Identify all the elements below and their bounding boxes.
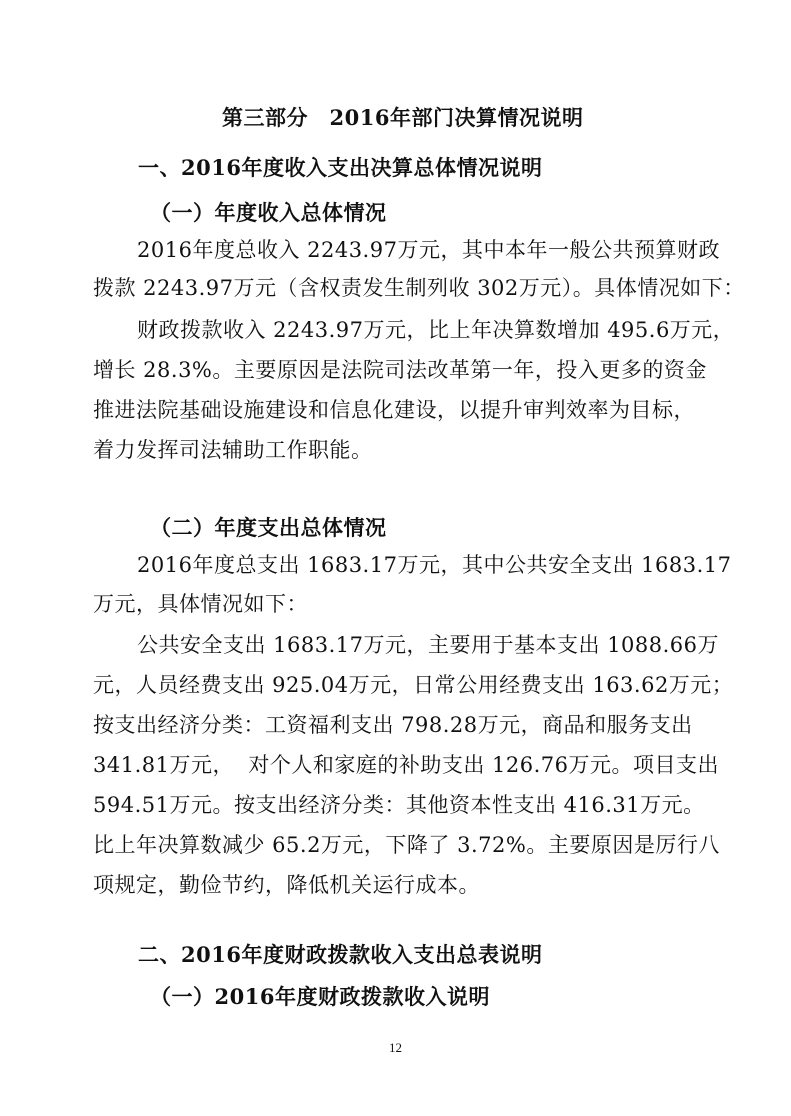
paragraph-line: 公共安全支出 1683.17万元，主要用于基本支出 1088.66万 — [137, 633, 720, 657]
paragraph-line: 比上年决算数减少 65.2万元，下降了 3.72%。主要原因是厉行八 — [93, 833, 720, 857]
subsection-heading-fiscal-income: （一）2016年度财政拨款收入说明 — [150, 984, 490, 1009]
subsection-heading-expense: （二）年度支出总体情况 — [150, 515, 387, 540]
page-number: 12 — [389, 1040, 402, 1055]
section-heading-1: 一、2016年度收入支出决算总体情况说明 — [138, 155, 543, 180]
paragraph-line: 2016年度总支出 1683.17万元，其中公共安全支出 1683.17 — [137, 553, 732, 577]
paragraph-line: 341.81万元， 对个人和家庭的补助支出 126.76万元。项目支出 — [93, 753, 719, 777]
section-heading-2: 二、2016年度财政拨款收入支出总表说明 — [138, 942, 543, 967]
paragraph-line: 万元，具体情况如下： — [93, 592, 308, 616]
paragraph-line: 增长 28.3%。主要原因是法院司法改革第一年，投入更多的资金 — [93, 358, 707, 382]
paragraph-line: 594.51万元。按支出经济分类：其他资本性支出 416.31万元。 — [93, 793, 705, 817]
paragraph-line: 财政拨款收入 2243.97万元，比上年决算数增加 495.6万元， — [137, 318, 735, 342]
paragraph-line: 推进法院基础设施建设和信息化建设，以提升审判效率为目标， — [93, 398, 695, 422]
paragraph-line: 按支出经济分类：工资福利支出 798.28万元，商品和服务支出 — [93, 713, 693, 737]
paragraph-line: 着力发挥司法辅助工作职能。 — [93, 438, 373, 462]
paragraph-line: 项规定，勤俭节约，降低机关运行成本。 — [93, 873, 480, 897]
paragraph-line: 2016年度总收入 2243.97万元，其中本年一般公共预算财政 — [137, 238, 720, 262]
page-title: 第三部分 2016年部门决算情况说明 — [222, 105, 584, 130]
paragraph-line: 拨款 2243.97万元（含权责发生制列收 302万元）。具体情况如下： — [93, 276, 745, 300]
paragraph-line: 元，人员经费支出 925.04万元，日常公用经费支出 163.62万元； — [93, 673, 734, 697]
subsection-heading-income: （一）年度收入总体情况 — [150, 200, 387, 225]
